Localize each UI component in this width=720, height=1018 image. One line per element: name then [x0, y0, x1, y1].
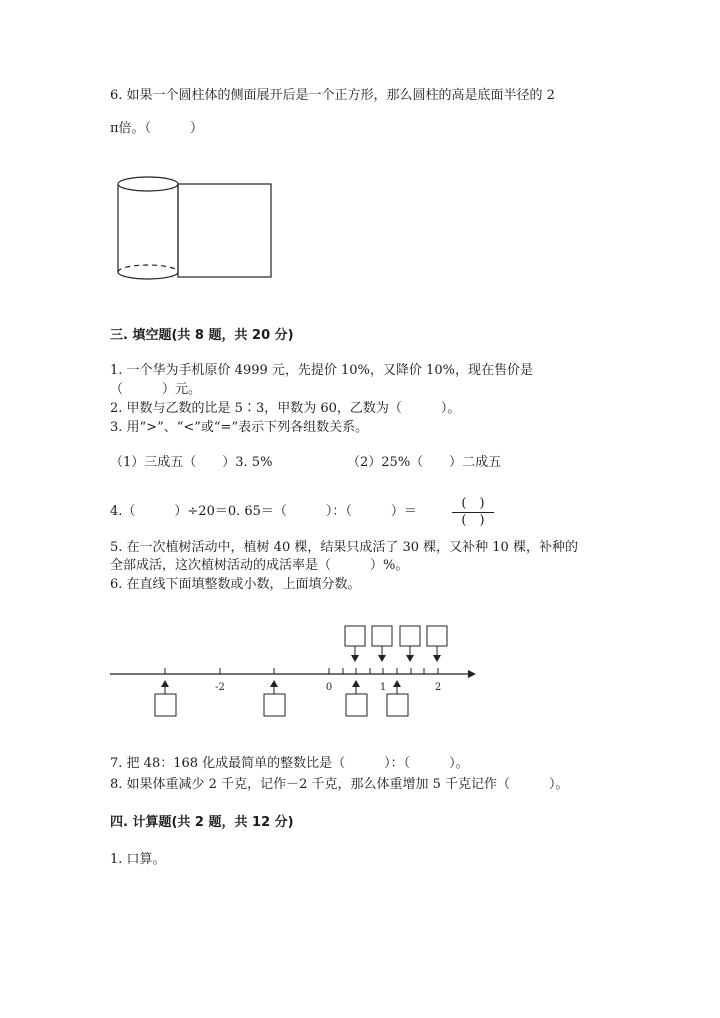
fill-q3-part-a: （1）三成五（ ）3. 5%	[110, 455, 273, 470]
cylinder-bottom-back-dashed	[118, 265, 178, 272]
fill-q8: 8. 如果体重减少 2 千克，记作－2 千克，那么体重增加 5 千克记作（ ）。	[110, 777, 569, 792]
answer-box-lower	[155, 694, 176, 716]
calc-q1: 1. 口算。	[110, 852, 166, 867]
fill-q7: 7. 把 48：168 化成最简单的整数比是（ ）：（ ）。	[110, 756, 469, 771]
answer-box-upper	[427, 626, 447, 646]
fill-q4: 4.（ ）÷20＝0. 65＝（ ）：（ ）＝	[110, 504, 417, 519]
cylinder-unfold-figure	[110, 172, 280, 292]
number-line-label: 2	[434, 682, 442, 693]
number-line-label: 1	[379, 682, 387, 693]
fill-q5-line1: 5. 在一次植树活动中，植树 40 棵，结果只成活了 30 棵，又补种 10 棵，补种的	[110, 540, 578, 555]
fill-q1-line2: （ ）元。	[110, 382, 202, 397]
section3-title: 三. 填空题(共 8 题，共 20 分)	[110, 328, 294, 343]
fraction-denominator: ( )	[461, 513, 485, 528]
cylinder-top-ellipse	[118, 177, 178, 191]
section4-title: 四. 计算题(共 2 题，共 12 分)	[110, 815, 294, 830]
fill-q4-fraction	[450, 496, 496, 529]
fill-q3-part-b: （2）25%（ ）二成五	[347, 455, 502, 470]
fill-q6: 6. 在直线下面填整数或小数，上面填分数。	[110, 577, 361, 592]
unfolded-square	[178, 184, 271, 277]
number-line-label: 0	[325, 682, 333, 693]
number-line-label: -2	[215, 682, 225, 693]
fill-q5-line2: 全部成活，这次植树活动的成活率是（ ）%。	[110, 558, 409, 573]
cylinder-bottom-front	[118, 272, 178, 279]
fraction-numerator: ( )	[461, 496, 485, 511]
answer-box-lower	[264, 694, 285, 716]
answer-box-lower	[387, 694, 408, 716]
fill-q1-line1: 1. 一个华为手机原价 4999 元，先提价 10%，又降价 10%，现在售价是	[110, 363, 533, 378]
answer-box-upper	[400, 626, 420, 646]
answer-box-upper	[345, 626, 365, 646]
axis-arrowhead	[468, 670, 476, 678]
answer-box-lower	[346, 694, 367, 716]
fill-q3: 3. 用“>”、“<”或“=”表示下列各组数关系。	[110, 420, 369, 435]
tf-q6-line1: 6. 如果一个圆柱体的侧面展开后是一个正方形，那么圆柱的高是底面半径的 2	[110, 88, 555, 103]
fill-q2: 2. 甲数与乙数的比是 5∶3，甲数为 60，乙数为（ ）。	[110, 401, 461, 416]
tf-q6-line2: π倍。（ ）	[110, 121, 204, 136]
number-line-figure	[110, 622, 490, 722]
answer-box-upper	[372, 626, 392, 646]
